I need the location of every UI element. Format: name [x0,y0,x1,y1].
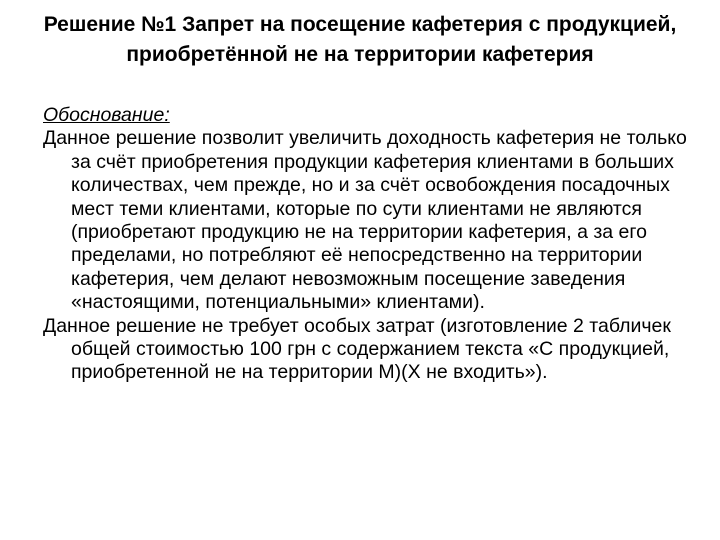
paragraph-costs: Данное решение не требует особых затрат (изготовление 2 табличек общей стоимостью 100 грн с содержанием текста «С продукцией, приобретенной не на территории М)(Х не входить»). [43,314,671,384]
paragraph-income: Данное решение позволит увеличить доходность кафетерия не только за счёт приобретения продукции кафетерия клиентами в больших количествах, чем прежде, но и за счёт освобождения посадочных мест теми клиентами, которые по сути клиентами не являются (приобретают продукцию не на территории кафетерия, а за его пределами, но потребляют её непосредственно на территории кафетерия, чем делают невозможным посещение заведения «настоящими, потенциальными» клиентами). [43,127,687,314]
justification-label: Обоснование: [43,104,170,126]
slide-body [43,104,693,385]
slide-title: Решение №1 Запрет на посещение кафетерия с продукцией, приобретённой не на территории кафетерия [43,13,677,66]
